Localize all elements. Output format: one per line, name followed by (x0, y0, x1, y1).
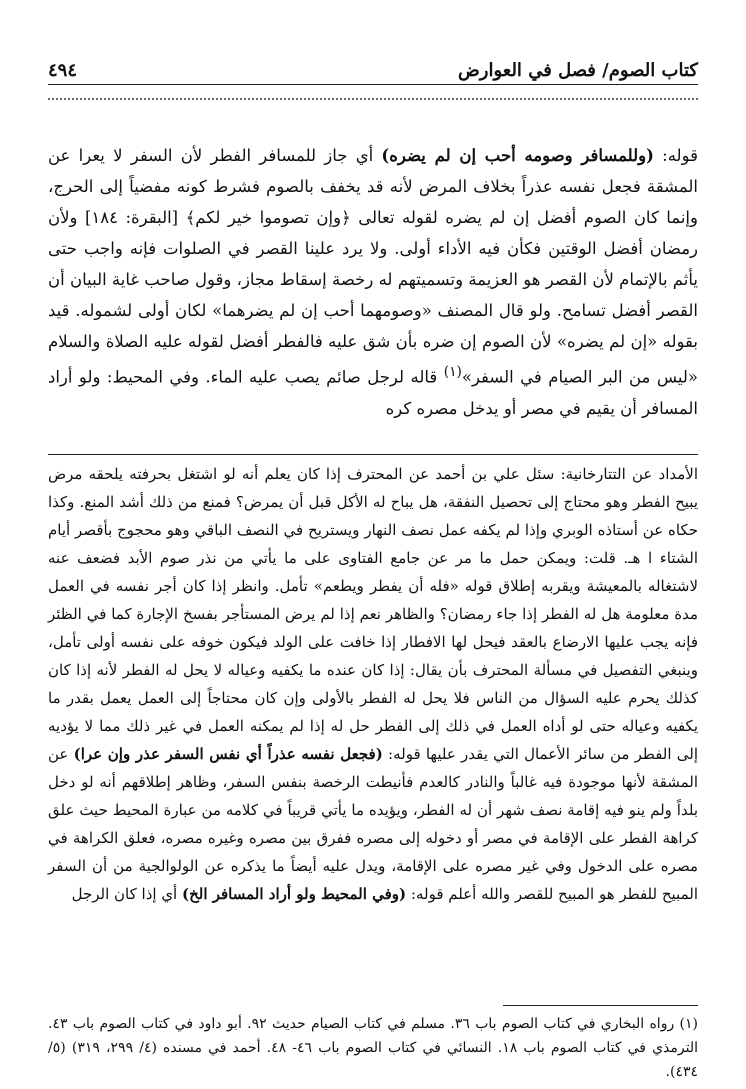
main-quote: (وللمسافر وصومه أحب إن لم يضره) (381, 146, 654, 165)
commentary-rule (48, 454, 698, 455)
dotted-divider (48, 98, 698, 100)
main-text-body: أي جاز للمسافر الفطر لأن السفر لا يعرا عن المشقة فجعل نفسه عذراً بخلاف المرض لأنه قد يخفف بالصوم فشرط كونه مفضياً إلى الحرج، وإنما كان الصوم أفضل إن لم يضره لقوله تعالى ﴿وإن تصوموا خير لكم﴾ [البقرة: ١٨٤] ولأن رمضان أفضل الوقتين فكأن فيه الأداء أولى. ولا يرد علينا القصر في الصلوات فإنه واجب حتى يأثم بالإتمام لأن القصر هو العزيمة وتسميتهم له رخصة إسقاط مجاز، وقول صاحب غاية البيان أن القصر أفضل تسامح. ولو قال المصنف «وصومهما أحب إن لم يضرهما» لكان أولى لشموله. قيد بقوله «إن لم يضره» لأن الصوم إن ضره بأن شق عليه فالفطر أفضل لقوله عليه الصلاة والسلام «ليس من البر الصيام في السفر» (48, 146, 698, 387)
commentary-part-3: أي إذا كان الرجل (71, 885, 182, 903)
commentary-text (48, 460, 698, 908)
header-rule (48, 84, 698, 85)
footnote-rule (503, 1005, 698, 1006)
footnote: (١) رواه البخاري في كتاب الصوم باب ٣٦. مسلم في كتاب الصيام حديث ٩٢. أبو داود في كتاب الصوم باب ٤٣. الترمذي في كتاب الصوم باب ١٨. النسائي في كتاب الصوم باب ٤٦- ٤٨. أحمد في مسنده (٤/ ٢٩٩، ٣١٩) (٥/ ٤٣٤). (48, 1016, 699, 1080)
main-text (48, 140, 698, 424)
commentary-part-1: الأمداد عن التتارخانية: سئل علي بن أحمد عن المحترف إذا كان يعلم أنه لو اشتغل بحرفته يلحقه مرض يبيح الفطر وهو محتاج إلى تحصيل النفقة، هل يباح له الأكل قبل أن يمرض؟ فمنع من ذلك أشد المنع. وكذا حكاه عن أستاذه الوبري وإذا لم يكفه عمل نصف النهار ويستريح في النصف الباقي وهو محجوج بأقصر أيام الشتاء ا هـ. قلت: ويمكن حمل ما مر عن جامع الفتاوى على ما يأتي من نذر صوم الأبد فضعف عنه لاشتغاله بالمعيشة ويقربه إطلاق قوله «فله أن يفطر ويطعم» تأمل. وانظر إذا كان أجر نفسه في العمل مدة معلومة هل له الفطر إذا جاء رمضان؟ والظاهر نعم إذا لم يرض المستأجر بفسخ الإجارة كما في الظئر فإنه يجب عليها الارضاع بالعقد فيحل لها الافطار إذا خافت على الولد فيكون خوفه على نفسه أولى تأمل، وينبغي التفصيل في مسألة المحترف بأن يقال: إذا كان عنده ما يكفيه وعياله لا يحل له الفطر لأنه إذا كان كذلك يحرم عليه السؤال من الناس فلا يحل له الفطر بالأولى وإن كان محتاجاً إلى العمل يعمل بقدر ما يكفيه وعياله حتى لو أداه العمل في ذلك إلى الفطر حل له إذا لم يمكنه العمل في غير ذلك مما لا يؤديه إلى الفطر من سائر الأعمال التي يقدر عليها قوله: (48, 465, 699, 763)
commentary-part-2: عن المشقة لأنها موجودة فيه غالباً والنادر كالعدم فأنيطت الرخصة بنفس السفر، وظاهر إطلاقهم أنه لو دخل بلداً ولم ينو فيه إقامة نصف شهر أن له الفطر، ويؤيده ما يأتي قريباً في كلامه من عبارة المحيط حيث علق كراهة الفطر على الإقامة في مصر أو دخوله إلى مصره ففرق بين مصره وغيره مصره، فعلق الكراهة في مصره على الدخول وفي غير مصره على الإقامة، ويدل عليه أيضاً ما يذكره عن الولوالجية من أن السفر المبيح للفطر هو المبيح للقصر والله أعلم قوله: (48, 745, 698, 903)
running-title: كتاب الصوم/ فصل في العوارض (458, 60, 698, 81)
page-number: ٤٩٤ (48, 60, 78, 81)
commentary-quote-2: (وفي المحيط ولو أراد المسافر الخ) (182, 885, 407, 903)
main-text-end: قاله لرجل صائم يصب عليه الماء. وفي المحيط: ولو أراد المسافر أن يقيم في مصر أو يدخل مصره كره (48, 367, 698, 418)
main-text-intro: قوله: (653, 146, 698, 165)
footnote-ref: (١) (443, 364, 462, 380)
commentary-quote-1: (فجعل نفسه عذراً أي نفس السفر عذر وإن عرا) (73, 745, 383, 763)
